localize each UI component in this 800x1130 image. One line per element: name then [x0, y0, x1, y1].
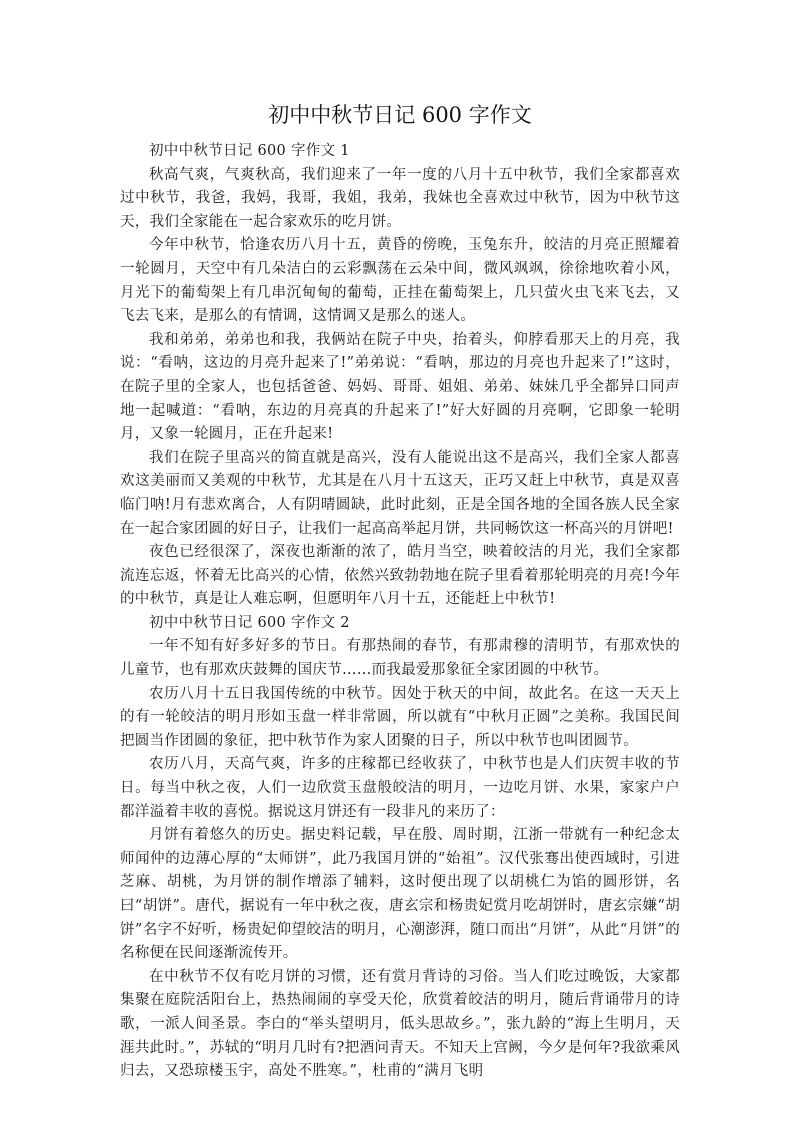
document-body [120, 140, 680, 1084]
paragraph: 月饼有着悠久的历史。据史料记载，早在殷、周时期，江浙一带就有一种纪念太师闻仲的边薄心厚的“太师饼”，此乃我国月饼的“始祖”。汉代张骞出使西域时，引进芝麻、胡桃，为月饼的制作增添了辅料，这时便出现了以胡桃仁为馅的圆形饼，名曰“胡饼”。唐代，据说有一年中秋之夜，唐玄宗和杨贵妃赏月吃胡饼时，唐玄宗嫌“胡饼”名字不好听，杨贵妃仰望皎洁的明月，心潮澎湃，随口而出“月饼”，从此“月饼”的名称便在民间逐渐流传开。 [120, 827, 680, 962]
paragraph: 农历八月十五日我国传统的中秋节。因处于秋天的中间，故此名。在这一天天上的有一轮皎洁的明月形如玉盘一样非常圆，所以就有“中秋月正圆”之美称。我国民间把圆当作团圆的象征，把中秋节作为家人团聚的日子，所以中秋节也叫团圆节。 [120, 685, 680, 749]
paragraph: 我和弟弟，弟弟也和我，我俩站在院子中央，抬着头，仰脖看那天上的月亮，我说：“看呐，这边的月亮升起来了!”弟弟说：“看呐，那边的月亮也升起来了!”这时，在院子里的全家人，也包括爸爸、妈妈、哥哥、姐姐、弟弟、妹妹几乎全都异口同声地一起喊道：“看呐，东边的月亮真的升起来了!”好大好圆的月亮啊，它即象一轮明月，又象一轮圆月，正在升起来! [120, 331, 680, 443]
paragraph: 一年不知有好多好多的节日。有那热闹的春节，有那肃穆的清明节，有那欢快的儿童节，也有那欢庆鼓舞的国庆节……而我最爱那象征全家团圆的中秋节。 [120, 638, 680, 679]
section-heading-2: 初中中秋节日记 600 字作文 2 [149, 614, 350, 631]
paragraph: 夜色已经很深了，深夜也渐渐的浓了，皓月当空，映着皎洁的月光，我们全家都流连忘返，怀着无比高兴的心情，依然兴致勃勃地在院子里看着那轮明亮的月亮!今年的中秋节，真是让人难忘啊，但愿明年八月十五，还能赶上中秋节! [120, 544, 680, 608]
document-title: 初中中秋节日记 600 字作文 [268, 103, 532, 127]
paragraph: 我们在院子里高兴的简直就是高兴，没有人能说出这不是高兴，我们全家人都喜欢这美丽而又美观的中秋节，尤其是在八月十五这天，正巧又赶上中秋节，真是双喜临门呐!月有悲欢离合，人有阴晴圆缺，此时此刻，正是全国各地的全国各族人民全家在一起合家团圆的好日子，让我们一起高高举起月饼，共同畅饮这一杯高兴的月饼吧! [120, 449, 680, 537]
paragraph: 在中秋节不仅有吃月饼的习惯，还有赏月背诗的习俗。当人们吃过晚饭，大家都集聚在庭院活阳台上，热热闹闹的享受天伦，欣赏着皎洁的明月，随后背诵带月的诗歌，一派人间圣景。李白的“举头望明月，低头思故乡。”，张九龄的“海上生明月，天涯共此时。”，苏轼的“明月几时有?把酒问青天。不知天上宫阙，今夕是何年?我欲乘风归去，又恐琼楼玉宇，高处不胜寒。”，杜甫的“满月飞明 [120, 968, 680, 1080]
paragraph: 今年中秋节，恰逢农历八月十五，黄昏的傍晚，玉兔东升，皎洁的月亮正照耀着一轮圆月，天空中有几朵洁白的云彩飘荡在云朵中间，微风飒飒，徐徐地吹着小风，月光下的葡萄架上有几串沉甸甸的葡萄，正挂在葡萄架上，几只萤火虫飞来飞去，又飞去飞来，是那么的有情调，这情调又是那么的迷人。 [120, 237, 680, 325]
paragraph: 农历八月，天高气爽，许多的庄稼都已经收获了，中秋节也是人们庆贺丰收的节日。每当中秋之夜，人们一边欣赏玉盘般皎洁的明月，一边吃月饼、水果，家家户户都洋溢着丰收的喜悦。据说这月饼还有一段非凡的来历了： [120, 756, 680, 820]
paragraph: 秋高气爽，气爽秋高，我们迎来了一年一度的八月十五中秋节，我们全家都喜欢过中秋节，我爸，我妈，我哥，我姐，我弟，我妹也全喜欢过中秋节，因为中秋节这天，我们全家能在一起合家欢乐的吃月饼。 [120, 166, 680, 230]
section-heading-1: 初中中秋节日记 600 字作文 1 [149, 143, 350, 159]
